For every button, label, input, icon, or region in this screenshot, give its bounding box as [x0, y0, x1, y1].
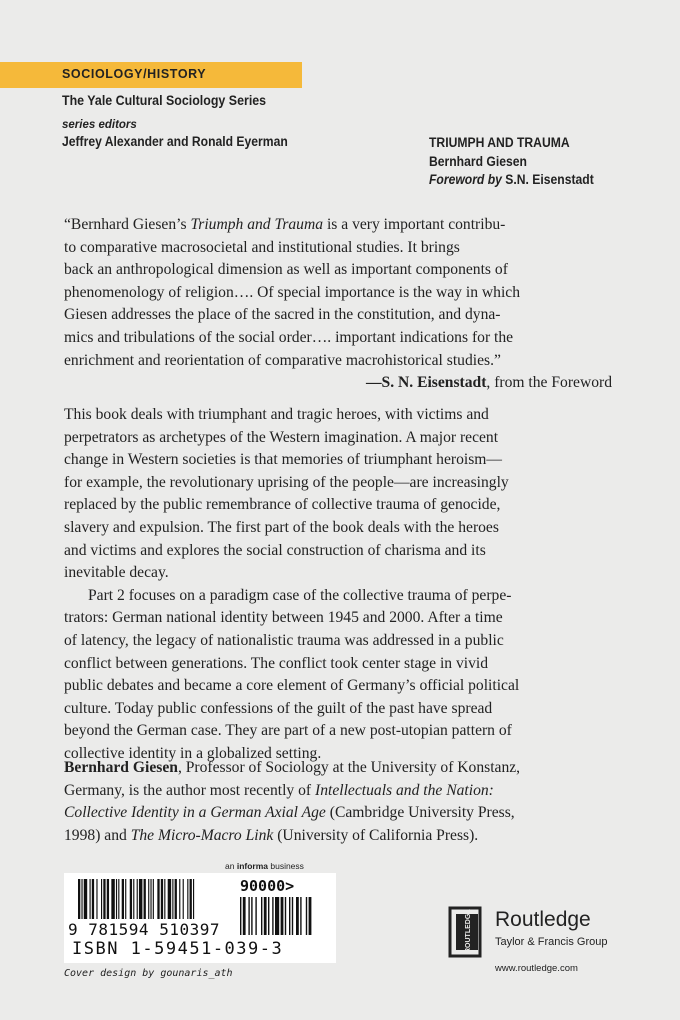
informa-tagline: an informa business	[225, 861, 304, 871]
barcode-addon-bar	[255, 897, 256, 935]
barcode-bar	[90, 879, 91, 919]
barcode-addon-bar	[275, 897, 279, 935]
quote-line: back an anthropological dimension as well as important components of	[64, 261, 508, 279]
quote-line: to comparative macrosocietal and institutional studies. It brings	[64, 238, 460, 256]
barcode-bar	[190, 879, 192, 919]
barcode-addon-bar	[285, 897, 286, 935]
description-line: for example, the revolutionary uprising of the people—are increasingly	[64, 473, 509, 491]
endorsement-quote	[64, 214, 624, 395]
description-line: Part 2 focuses on a paradigm case of the collective trauma of perpe-	[88, 586, 512, 604]
barcode-addon-bar	[306, 897, 307, 935]
barcode-bar	[139, 879, 142, 919]
barcode-addon-bar	[243, 897, 246, 935]
category-label: SOCIOLOGY/HISTORY	[62, 67, 207, 81]
barcode-bar	[150, 879, 151, 919]
barcode-bar	[116, 879, 117, 919]
barcode-bar	[107, 879, 109, 919]
isbn-number: ISBN 1-59451-039-3	[72, 939, 284, 959]
barcode-bar	[183, 879, 184, 919]
barcode-bar	[187, 879, 188, 919]
barcode-bar	[153, 879, 154, 919]
barcode-addon-bar	[261, 897, 262, 935]
series-name: The Yale Cultural Sociology Series	[62, 93, 267, 108]
description-line: conflict between generations. The conflict took center stage in vivid	[64, 654, 489, 672]
book-author: Bernhard Giesen	[429, 153, 527, 169]
book-foreword	[429, 171, 594, 190]
description-line: and victims and explores the social construction of charisma and its	[64, 541, 486, 559]
cover-design-credit: Cover design by gounaris_ath	[64, 968, 233, 979]
book-description	[64, 404, 624, 766]
barcode-addon-bar	[309, 897, 312, 935]
barcode-bar	[179, 879, 180, 919]
barcode-bar	[164, 879, 165, 919]
barcode-bar	[122, 879, 124, 919]
bio-line: Germany, is the author most recently of Intellectuals and the Nation:	[64, 781, 494, 799]
attribution-name: —S. N. Eisenstadt	[365, 374, 487, 392]
description-line: This book deals with triumphant and tragic heroes, with victims and	[64, 406, 489, 423]
quote-book-title: Triumph and Trauma	[190, 216, 324, 233]
description-line: perpetrators as archetypes of the Western imagination. A major recent	[64, 428, 499, 446]
description-line: of latency, the legacy of nationalistic trauma was addressed in a public	[64, 631, 504, 649]
barcode-bar	[130, 879, 132, 919]
logo-vertical-text: ROUTLEDGE	[465, 909, 472, 953]
foreword-prefix: Foreword by	[429, 172, 502, 187]
quote-line: Giesen addresses the place of the sacred in the constitution, and dyna-	[64, 306, 501, 324]
barcode-bar	[81, 879, 82, 919]
barcode-bar	[157, 879, 159, 919]
barcode-bar	[103, 879, 105, 919]
quote-line: mics and tribulations of the social order…. important indications for the	[64, 328, 514, 346]
barcode-bar	[84, 879, 87, 919]
quote-line: phenomenology of religion…. Of special importance is the way in which	[64, 283, 521, 301]
barcode-bar	[148, 879, 149, 919]
quote-line: enrichment and reorientation of comparative macrohistorical studies.”	[64, 351, 501, 369]
series-editors-names: Jeffrey Alexander and Ronald Eyerman	[62, 134, 288, 149]
description-line: slavery and expulsion. The first part of the book deals with the heroes	[64, 518, 499, 536]
series-editors-label: series editors	[62, 119, 137, 131]
barcode-bar	[193, 879, 194, 919]
barcode-digits: 9 781594 510397	[68, 920, 220, 939]
barcode-bar	[111, 879, 114, 919]
routledge-logo-icon	[448, 906, 490, 958]
description-line: trators: German national identity between 1945 and 2000. After a time	[64, 609, 503, 627]
foreword-author: S.N. Eisenstadt	[505, 172, 594, 187]
description-line: culture. Today public confessions of the guilt of the past have spread	[64, 699, 493, 717]
description-line: public debates and became a core element of Germany’s official political	[64, 677, 520, 695]
barcode-bar	[168, 879, 171, 919]
isbn-barcode	[64, 873, 336, 963]
barcode-bar	[96, 879, 97, 919]
bio-author-name: Bernhard Giesen	[64, 759, 178, 776]
description-line: replaced by the public remembrance of collective trauma of genocide,	[64, 496, 501, 514]
book-info	[429, 134, 612, 190]
publisher-url: www.routledge.com	[495, 963, 578, 974]
barcode-bar	[92, 879, 94, 919]
barcode-bar	[125, 879, 126, 919]
barcode-bar	[137, 879, 138, 919]
quote-attribution: —S. N. Eisenstadt, from the Foreword	[365, 374, 612, 392]
barcode-addon-bar	[281, 897, 284, 935]
bio-line: Collective Identity in a German Axial Age (Cambridge University Press,	[64, 804, 515, 822]
barcode-addon-bar	[289, 897, 290, 935]
barcode-bar	[175, 879, 177, 919]
bio-line: 1998) and The Micro-Macro Link (University of California Press).	[64, 826, 479, 844]
barcode-addon-bar	[248, 897, 249, 935]
barcode-addon-bar	[292, 897, 293, 935]
barcode-bar	[118, 879, 119, 919]
barcode-price-code: 90000>	[240, 877, 295, 895]
publisher-group: Taylor & Francis Group	[495, 936, 608, 948]
publisher-name: Routledge	[495, 908, 591, 931]
barcode-bar	[133, 879, 134, 919]
barcode-addon-bar	[296, 897, 299, 935]
description-line: beyond the German case. They are part of a new post-utopian pattern of	[64, 722, 512, 740]
barcode-bar	[161, 879, 163, 919]
barcode-addon-bar	[240, 897, 241, 935]
book-title: TRIUMPH AND TRAUMA	[429, 135, 570, 150]
barcode-addon-bar	[264, 897, 267, 935]
barcode-addon-bar	[251, 897, 252, 935]
barcode-addon-bar	[272, 897, 273, 935]
barcode-bar	[172, 879, 173, 919]
barcode-bar	[144, 879, 146, 919]
quote-line: “Bernhard Giesen’s Triumph and Trauma is a very important contribu-	[64, 216, 506, 233]
barcode-addon-bar	[300, 897, 301, 935]
description-line: inevitable decay.	[64, 564, 169, 582]
author-bio	[64, 757, 624, 847]
bio-line: Bernhard Giesen, Professor of Sociology at the University of Konstanz,	[64, 759, 521, 776]
barcode-bar	[78, 879, 80, 919]
barcode-addon-bar	[268, 897, 269, 935]
description-line: collective identity in a globalized setting.	[64, 744, 322, 762]
description-line: change in Western societies is that memories of triumphant heroism—	[64, 451, 503, 469]
barcode-bar	[101, 879, 102, 919]
